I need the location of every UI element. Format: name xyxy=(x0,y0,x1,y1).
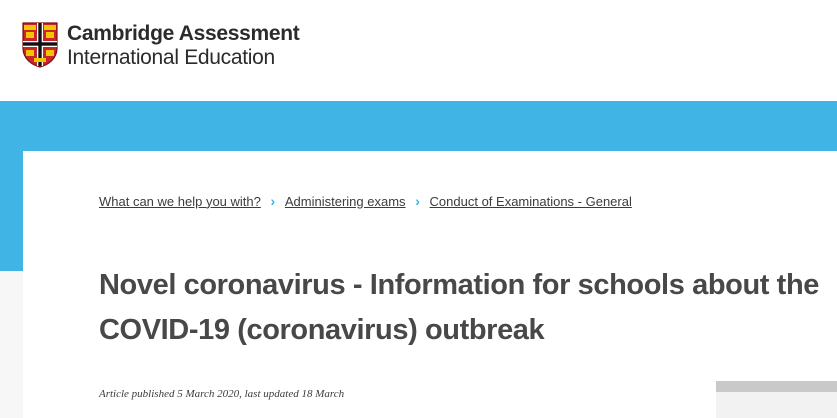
page-title: Novel coronavirus - Information for schools about the COVID-19 (coronavirus) outbreak xyxy=(99,269,819,346)
site-header xyxy=(0,0,837,101)
breadcrumb xyxy=(99,193,632,209)
chevron-right-icon: › xyxy=(270,193,276,209)
home-logo-link[interactable] xyxy=(22,22,299,68)
breadcrumb-link-administering-exams[interactable]: Administering exams xyxy=(284,193,406,209)
logo-text xyxy=(67,23,299,68)
sidebar-panel xyxy=(716,381,837,418)
breadcrumb-link-conduct-of-examinations[interactable]: Conduct of Examinations - General xyxy=(429,193,632,209)
breadcrumb-link-help[interactable]: What can we help you with? xyxy=(99,193,261,209)
sidebar-panel-header xyxy=(716,381,837,392)
cambridge-shield-icon xyxy=(22,22,58,68)
logo-subtitle: International Education xyxy=(67,46,275,69)
article-published-date: Article published 5 March 2020, last updated 18 March xyxy=(99,388,345,400)
content-card xyxy=(23,151,837,418)
logo-title: Cambridge Assessment xyxy=(67,22,300,45)
chevron-right-icon: › xyxy=(415,193,420,209)
